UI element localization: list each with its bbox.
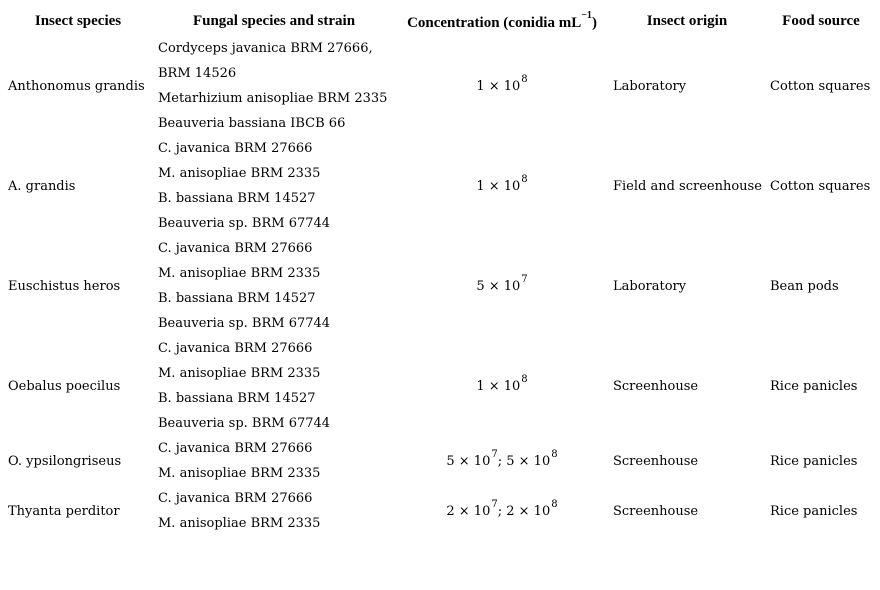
header-concentration-exponent: −1 (581, 10, 592, 21)
concentration-value (476, 274, 528, 294)
food-source-cell: Cotton squares (770, 178, 871, 194)
concentration-cell (392, 336, 612, 436)
insect-species-cell: Anthonomus grandis (8, 78, 145, 94)
concentration-base: 1 × 10 (476, 378, 521, 394)
fungal-strain-line: M. anisopliae BRM 2335 (158, 166, 321, 181)
fungal-strain-line: C. javanica BRM 27666 (158, 241, 313, 256)
insect-origin-cell: Screenhouse (613, 503, 699, 519)
concentration-value (446, 449, 558, 469)
fungal-strain-line: Beauveria sp. BRM 67744 (158, 216, 331, 231)
food-source-cell: Rice panicles (770, 453, 858, 469)
fungal-strain-cell (158, 236, 392, 336)
insect-origin-cell: Screenhouse (613, 453, 699, 469)
insect-origin-cell: Laboratory (613, 78, 687, 94)
concentration-cell (392, 236, 612, 336)
concentration-base: 2 × 10 (446, 503, 491, 519)
header-fungal-species: Fungal species and strain (192, 13, 356, 29)
insect-species-cell: O. ypsilongriseus (8, 453, 122, 469)
fungal-strain-line: M. anisopliae BRM 2335 (158, 266, 321, 281)
concentration-exponent: 8 (551, 499, 558, 511)
concentration-value (476, 74, 528, 94)
header-insect-origin: Insect origin (646, 13, 728, 29)
fungal-strain-cell (158, 336, 392, 436)
fungal-strain-line: M. anisopliae BRM 2335 (158, 366, 321, 381)
concentration-base: 5 × 10 (446, 453, 491, 469)
insect-species-cell: Oebalus poecilus (8, 378, 121, 394)
fungal-strain-line: B. bassiana BRM 14527 (158, 391, 316, 406)
fungal-strain-line: Cordyceps javanica BRM 27666, (158, 41, 373, 56)
concentration-exponent: 7 (491, 499, 498, 511)
table-row (0, 236, 880, 336)
table-row (0, 486, 880, 536)
fungal-strain-line: Beauveria sp. BRM 67744 (158, 316, 331, 331)
concentration-cell (392, 436, 612, 486)
concentration-base: 2 × 10 (506, 503, 551, 519)
concentration-base: 5 × 10 (476, 278, 521, 294)
fungal-strain-line: C. javanica BRM 27666 (158, 491, 313, 506)
insect-species-cell: Thyanta perditor (8, 503, 120, 519)
fungal-strain-line: M. anisopliae BRM 2335 (158, 516, 321, 531)
concentration-base: 1 × 10 (476, 78, 521, 94)
concentration-cell (392, 36, 612, 136)
header-concentration-close: ) (591, 15, 597, 31)
table-row (0, 36, 880, 136)
insect-origin-cell: Field and screenhouse (613, 178, 762, 194)
food-source-cell: Rice panicles (770, 378, 858, 394)
fungal-strain-line: Beauveria sp. BRM 67744 (158, 416, 331, 431)
concentration-exponent: 8 (521, 74, 528, 86)
table-row (0, 436, 880, 486)
concentration-separator: ; (497, 453, 507, 469)
food-source-cell: Cotton squares (770, 78, 871, 94)
concentration-value (446, 499, 558, 519)
concentration-exponent: 7 (521, 274, 528, 286)
insect-species-cell: Euschistus heros (8, 278, 121, 294)
fungal-strain-line: B. bassiana BRM 14527 (158, 191, 316, 206)
header-insect-species: Insect species (34, 13, 122, 29)
fungal-strain-cell (158, 36, 392, 136)
concentration-value (476, 174, 528, 194)
fungal-strain-line: BRM 14526 (158, 66, 237, 81)
concentration-exponent: 7 (491, 449, 498, 461)
insect-species-cell: A. grandis (8, 178, 76, 194)
insect-origin-cell: Laboratory (613, 278, 687, 294)
fungal-strain-line: C. javanica BRM 27666 (158, 341, 313, 356)
concentration-value (476, 374, 528, 394)
table-row (0, 136, 880, 236)
header-concentration (392, 8, 612, 38)
concentration-exponent: 8 (551, 449, 558, 461)
fungal-strain-line: B. bassiana BRM 14527 (158, 291, 316, 306)
concentration-exponent: 8 (521, 374, 528, 386)
fungal-strain-line: Beauveria bassiana IBCB 66 (158, 116, 346, 131)
food-source-cell: Rice panicles (770, 503, 858, 519)
concentration-exponent: 8 (521, 174, 528, 186)
concentration-cell (392, 136, 612, 236)
concentration-separator: ; (497, 503, 507, 519)
concentration-cell (392, 486, 612, 536)
header-food-source: Food source (782, 13, 860, 29)
fungal-strain-cell (158, 136, 392, 236)
fungal-strain-line: C. javanica BRM 27666 (158, 441, 313, 456)
insect-origin-cell: Screenhouse (613, 378, 699, 394)
concentration-base: 5 × 10 (506, 453, 551, 469)
concentration-base: 1 × 10 (476, 178, 521, 194)
fungal-strain-line: M. anisopliae BRM 2335 (158, 466, 321, 481)
food-source-cell: Bean pods (770, 278, 839, 294)
table-row (0, 336, 880, 436)
fungal-strain-cell (158, 486, 392, 536)
fungal-strain-cell (158, 436, 392, 486)
fungal-strain-line: C. javanica BRM 27666 (158, 141, 313, 156)
header-concentration-text: Concentration (conidia mL (407, 15, 582, 31)
fungal-strain-line: Metarhizium anisopliae BRM 2335 (158, 91, 388, 106)
